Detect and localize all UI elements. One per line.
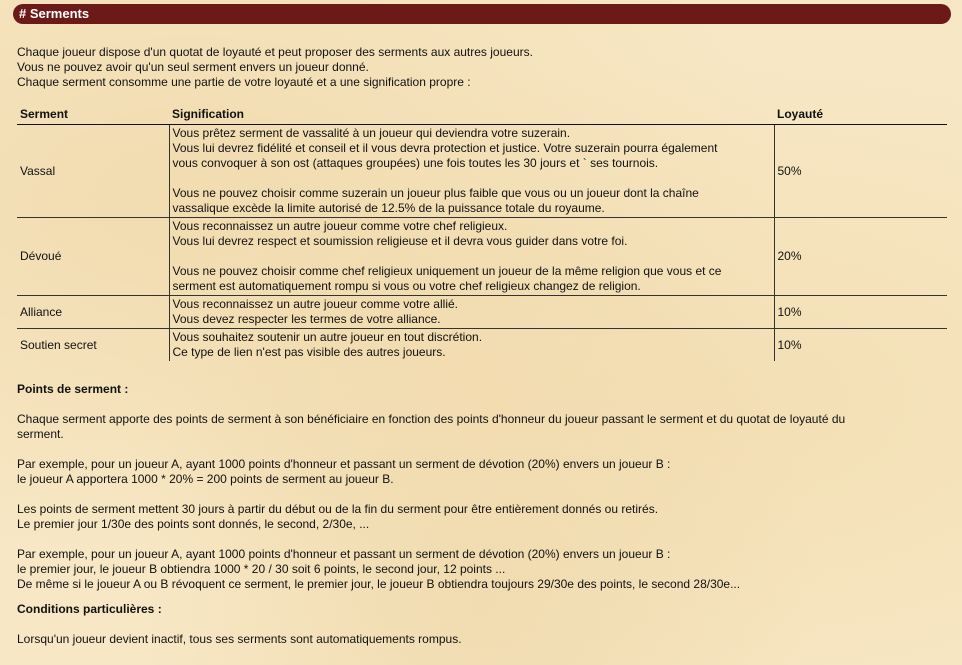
section-title: # Serments bbox=[19, 6, 90, 21]
points-paragraph: le premier jour, le joueur B obtiendra 1000 * 20 / 30 soit 6 points, le second jour, 12 points ... bbox=[17, 562, 506, 576]
sig-line: Vous prêtez serment de vassalité à un joueur qui deviendra votre suzerain. bbox=[172, 126, 571, 140]
oath-name: Alliance bbox=[17, 296, 169, 329]
sig-line: serment est automatiquement rompu si vous ou votre chef religieux changez de religion. bbox=[172, 279, 641, 293]
intro-line: Vous ne pouvez avoir qu'un seul serment envers un joueur donné. bbox=[17, 60, 369, 74]
oath-loyalty: 50% bbox=[774, 125, 947, 218]
table-row bbox=[17, 329, 947, 362]
oath-signification bbox=[169, 125, 774, 218]
points-paragraph: Le premier jour 1/30e des points sont donnés, le second, 2/30e, ... bbox=[17, 517, 370, 531]
points-paragraph: Par exemple, pour un joueur A, ayant 1000 points d'honneur et passant un serment de dévotion (20%) envers un joueur B : bbox=[17, 547, 671, 561]
points-paragraph: De même si le joueur A ou B révoquent ce serment, le premier jour, le joueur B obtiendra toujours 29/30e des points, le second 28/30e... bbox=[17, 577, 741, 591]
oath-loyalty: 10% bbox=[774, 296, 947, 329]
sig-line: Vous reconnaissez un autre joueur comme votre chef religieux. bbox=[172, 219, 508, 233]
oath-loyalty: 10% bbox=[777, 337, 802, 352]
points-paragraph: Chaque serment apporte des points de serment à son bénéficiaire en fonction des points d'honneur du joueur passant le serment et du quotat de loyauté du bbox=[17, 412, 846, 426]
sig-line: Vous lui devrez respect et soumission religieuse et il devra vous guider dans votre foi. bbox=[172, 234, 628, 248]
sig-line: Ce type de lien n'est pas visible des autres joueurs. bbox=[172, 345, 446, 359]
sig-spacer bbox=[173, 171, 771, 186]
points-paragraph: serment. bbox=[17, 427, 64, 441]
sig-line: vassalique excède la limite autorisé de 12.5% de la puissance totale du royaume. bbox=[172, 201, 605, 215]
conditions-section bbox=[17, 602, 947, 647]
intro-text bbox=[17, 45, 947, 90]
sig-line: Vous souhaitez soutenir un autre joueur en tout discrétion. bbox=[172, 330, 483, 344]
oaths-table bbox=[17, 105, 947, 361]
intro-line: Chaque serment consomme une partie de votre loyauté et a une signification propre : bbox=[17, 75, 471, 89]
table-row bbox=[17, 218, 947, 296]
sig-line: vous convoquer à son ost (attaques groupées) une fois toutes les 30 jours et ` ses tournois. bbox=[172, 156, 659, 170]
points-paragraph: le joueur A apportera 1000 * 20% = 200 points de serment au joueur B. bbox=[17, 472, 394, 486]
oath-signification bbox=[169, 329, 774, 362]
column-header-loyaute: Loyauté bbox=[774, 105, 947, 125]
section-header bbox=[13, 4, 951, 24]
sig-spacer bbox=[173, 249, 771, 264]
conditions-text: Lorsqu'un joueur devient inactif, tous ses serments sont automatiquements rompus. bbox=[17, 632, 462, 646]
oath-name: Dévoué bbox=[17, 218, 169, 296]
oath-signification bbox=[169, 296, 774, 329]
oath-name: Vassal bbox=[17, 125, 169, 218]
sig-line: Vous lui devrez fidélité et conseil et il vous devra protection et justice. Votre suzerain pourra également bbox=[172, 141, 718, 155]
intro-line: Chaque joueur dispose d'un quotat de loyauté et peut proposer des serments aux autres joueurs. bbox=[17, 45, 533, 59]
sig-line: Vous devez respecter les termes de votre alliance. bbox=[172, 312, 441, 326]
table-row bbox=[17, 296, 947, 329]
points-title: Points de serment : bbox=[17, 382, 129, 396]
table-row bbox=[17, 125, 947, 218]
points-paragraph: Par exemple, pour un joueur A, ayant 1000 points d'honneur et passant un serment de dévotion (20%) envers un joueur B : bbox=[17, 457, 671, 471]
points-paragraph: Les points de serment mettent 30 jours à partir du début ou de la fin du serment pour être entièrement donnés ou retirés. bbox=[17, 502, 659, 516]
sig-line: Vous ne pouvez choisir comme chef religieux uniquement un joueur de la même religion que vous et ce bbox=[172, 264, 722, 278]
sig-line: Vous reconnaissez un autre joueur comme votre allié. bbox=[172, 297, 458, 311]
points-section bbox=[17, 382, 947, 592]
column-header-signification: Signification bbox=[169, 105, 774, 125]
table-header-row bbox=[17, 105, 947, 125]
oath-signification bbox=[169, 218, 774, 296]
oath-name: Soutien secret bbox=[20, 337, 97, 352]
oath-loyalty: 20% bbox=[774, 218, 947, 296]
conditions-title: Conditions particulières : bbox=[17, 602, 162, 616]
sig-line: Vous ne pouvez choisir comme suzerain un joueur plus faible que vous ou un joueur dont la chaîne bbox=[172, 186, 699, 200]
column-header-serment: Serment bbox=[17, 105, 169, 125]
